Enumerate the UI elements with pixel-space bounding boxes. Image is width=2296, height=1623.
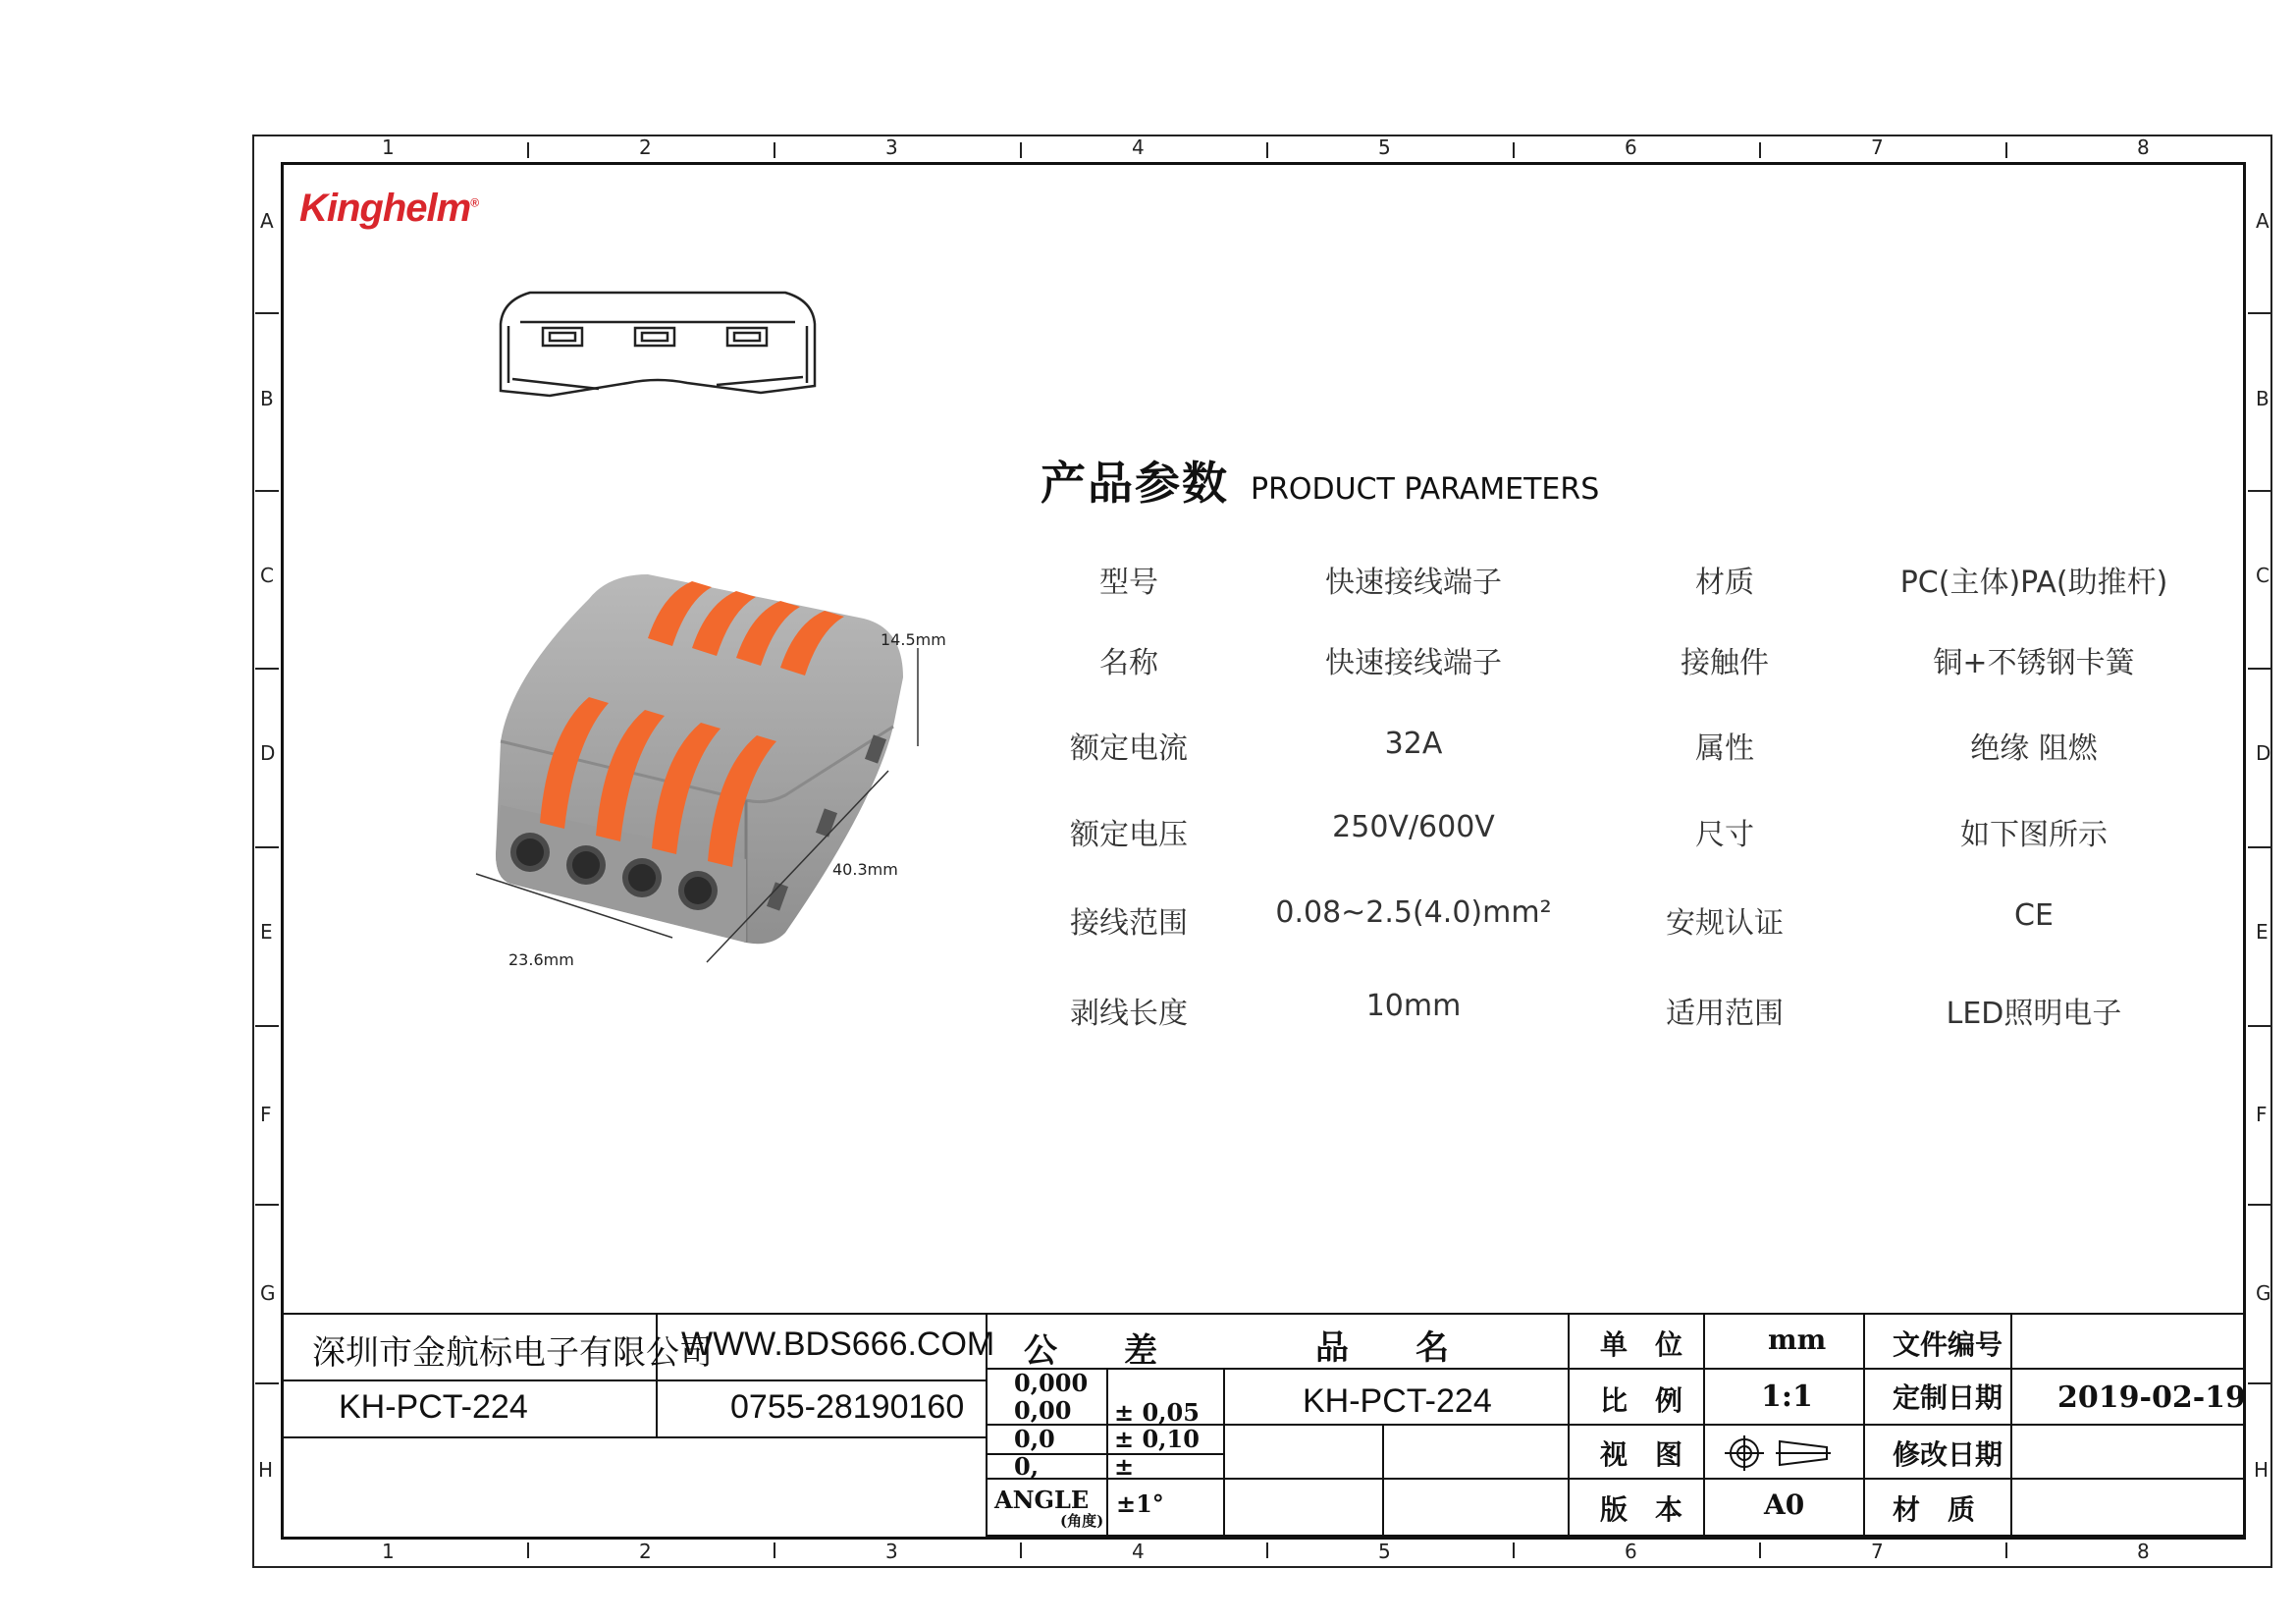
col-label-top-2: 2: [639, 135, 652, 159]
param-value-voltage: 250V/600V: [1332, 810, 1495, 844]
tolerance-value-2: ± 0,10: [1114, 1425, 1200, 1453]
angle-value: ±1°: [1116, 1489, 1164, 1518]
col-label-top-6: 6: [1625, 135, 1637, 159]
param-label-voltage: 额定电压: [1070, 818, 1188, 852]
product-parameters-heading: [1041, 448, 1599, 513]
col-label-bottom-7: 7: [1871, 1540, 1884, 1563]
param-value-certification: CE: [2014, 898, 2054, 933]
row-label-left-G: G: [260, 1281, 276, 1305]
row-label-left-H: H: [258, 1458, 274, 1482]
col-label-bottom-4: 4: [1132, 1540, 1145, 1563]
row-label-right-A: A: [2256, 209, 2269, 233]
scale-label: 比 例: [1600, 1384, 1683, 1417]
row-label-right-F: F: [2256, 1103, 2268, 1126]
param-value-contact: 铜+不锈钢卡簧: [1933, 646, 2135, 680]
kinghelm-logo: Kinghelm®: [299, 187, 479, 230]
view-label: 视 图: [1600, 1438, 1683, 1471]
tolerance-value-1: ± 0,05: [1114, 1398, 1200, 1427]
tolerance-row-2: 0,00: [1014, 1396, 1072, 1425]
custom-date-value: 2019-02-19: [2057, 1380, 2246, 1415]
material-label: 材 质: [1893, 1493, 1976, 1526]
part-number-left: KH-PCT-224: [339, 1388, 528, 1426]
param-value-application: LED照明电子: [1946, 997, 2122, 1031]
tolerance-row-3: 0,0: [1014, 1425, 1055, 1453]
projection-symbol-icon: [1725, 1435, 1833, 1471]
param-label-current: 额定电流: [1070, 731, 1188, 766]
row-label-right-G: G: [2256, 1281, 2271, 1305]
col-label-top-3: 3: [885, 135, 898, 159]
col-label-bottom-6: 6: [1625, 1540, 1637, 1563]
scale-value: 1:1: [1761, 1380, 1813, 1414]
param-label-size: 尺寸: [1695, 818, 1754, 852]
param-value-model: 快速接线端子: [1325, 566, 1502, 600]
angle-label: ANGLE: [994, 1486, 1090, 1514]
col-label-bottom-3: 3: [885, 1540, 898, 1563]
param-label-model: 型号: [1099, 566, 1158, 600]
row-label-left-A: A: [260, 209, 274, 233]
unit-label: 单 位: [1600, 1328, 1683, 1361]
param-label-application: 适用范围: [1666, 997, 1784, 1031]
col-label-bottom-1: 1: [382, 1540, 395, 1563]
product-name-label: 品 名: [1315, 1328, 1449, 1368]
connector-top-view-drawing: [491, 283, 820, 401]
tolerance-label: 公 差: [1024, 1331, 1157, 1371]
row-label-left-B: B: [260, 387, 274, 410]
row-label-right-C: C: [2256, 564, 2269, 587]
param-label-strip-length: 剥线长度: [1070, 997, 1188, 1031]
heading-en: PRODUCT PARAMETERS: [1251, 472, 1600, 507]
company-name: 深圳市金航标电子有限公司: [312, 1334, 713, 1372]
row-label-right-B: B: [2256, 387, 2269, 410]
param-value-strip-length: 10mm: [1365, 989, 1462, 1023]
param-label-material: 材质: [1695, 566, 1754, 600]
param-value-name: 快速接线端子: [1325, 646, 1502, 680]
col-label-top-8: 8: [2137, 135, 2150, 159]
row-label-right-E: E: [2256, 920, 2269, 944]
param-value-property: 绝缘 阻燃: [1970, 731, 2098, 766]
company-phone: 0755-28190160: [730, 1388, 965, 1426]
row-label-left-C: C: [260, 564, 274, 587]
col-label-bottom-2: 2: [639, 1540, 652, 1563]
param-label-property: 属性: [1695, 731, 1754, 766]
tolerance-row-4: 0,: [1014, 1452, 1040, 1481]
param-value-size: 如下图所示: [1960, 818, 2108, 852]
param-value-current: 32A: [1384, 727, 1443, 761]
col-label-bottom-8: 8: [2137, 1540, 2150, 1563]
row-label-right-D: D: [2256, 741, 2271, 765]
row-label-left-E: E: [260, 920, 273, 944]
param-label-wire-range: 接线范围: [1070, 906, 1188, 941]
version-label: 版 本: [1600, 1493, 1683, 1526]
product-name-value: KH-PCT-224: [1303, 1382, 1492, 1420]
param-value-material: PC(主体)PA(助推杆): [1899, 566, 2168, 600]
unit-value: mm: [1768, 1324, 1827, 1356]
row-label-left-F: F: [260, 1103, 272, 1126]
doc-number-label: 文件编号: [1893, 1328, 2003, 1361]
param-label-certification: 安规认证: [1666, 906, 1784, 941]
row-label-right-H: H: [2254, 1458, 2269, 1482]
param-value-wire-range: 0.08~2.5(4.0)mm²: [1275, 895, 1552, 930]
version-value: A0: [1764, 1488, 1805, 1521]
col-label-top-5: 5: [1378, 135, 1391, 159]
connector-product-image: [471, 560, 952, 992]
tolerance-value-3: ±: [1114, 1452, 1135, 1481]
heading-cn: 产品参数: [1041, 457, 1229, 510]
col-label-top-1: 1: [382, 135, 395, 159]
col-label-top-7: 7: [1871, 135, 1884, 159]
custom-date-label: 定制日期: [1893, 1381, 2003, 1414]
dimension-width-label: 23.6mm: [508, 950, 574, 969]
company-website[interactable]: WWW.BDS666.COM: [681, 1325, 995, 1363]
dimension-length-label: 40.3mm: [832, 860, 898, 879]
col-label-top-4: 4: [1132, 135, 1145, 159]
dimension-height-label: 14.5mm: [881, 630, 946, 649]
modify-date-label: 修改日期: [1893, 1438, 2003, 1471]
angle-sublabel: (角度): [1060, 1512, 1104, 1530]
col-label-bottom-5: 5: [1378, 1540, 1391, 1563]
param-label-contact: 接触件: [1681, 646, 1769, 680]
param-label-name: 名称: [1099, 646, 1158, 680]
row-label-left-D: D: [260, 741, 276, 765]
tolerance-row-1: 0,000: [1014, 1369, 1089, 1397]
